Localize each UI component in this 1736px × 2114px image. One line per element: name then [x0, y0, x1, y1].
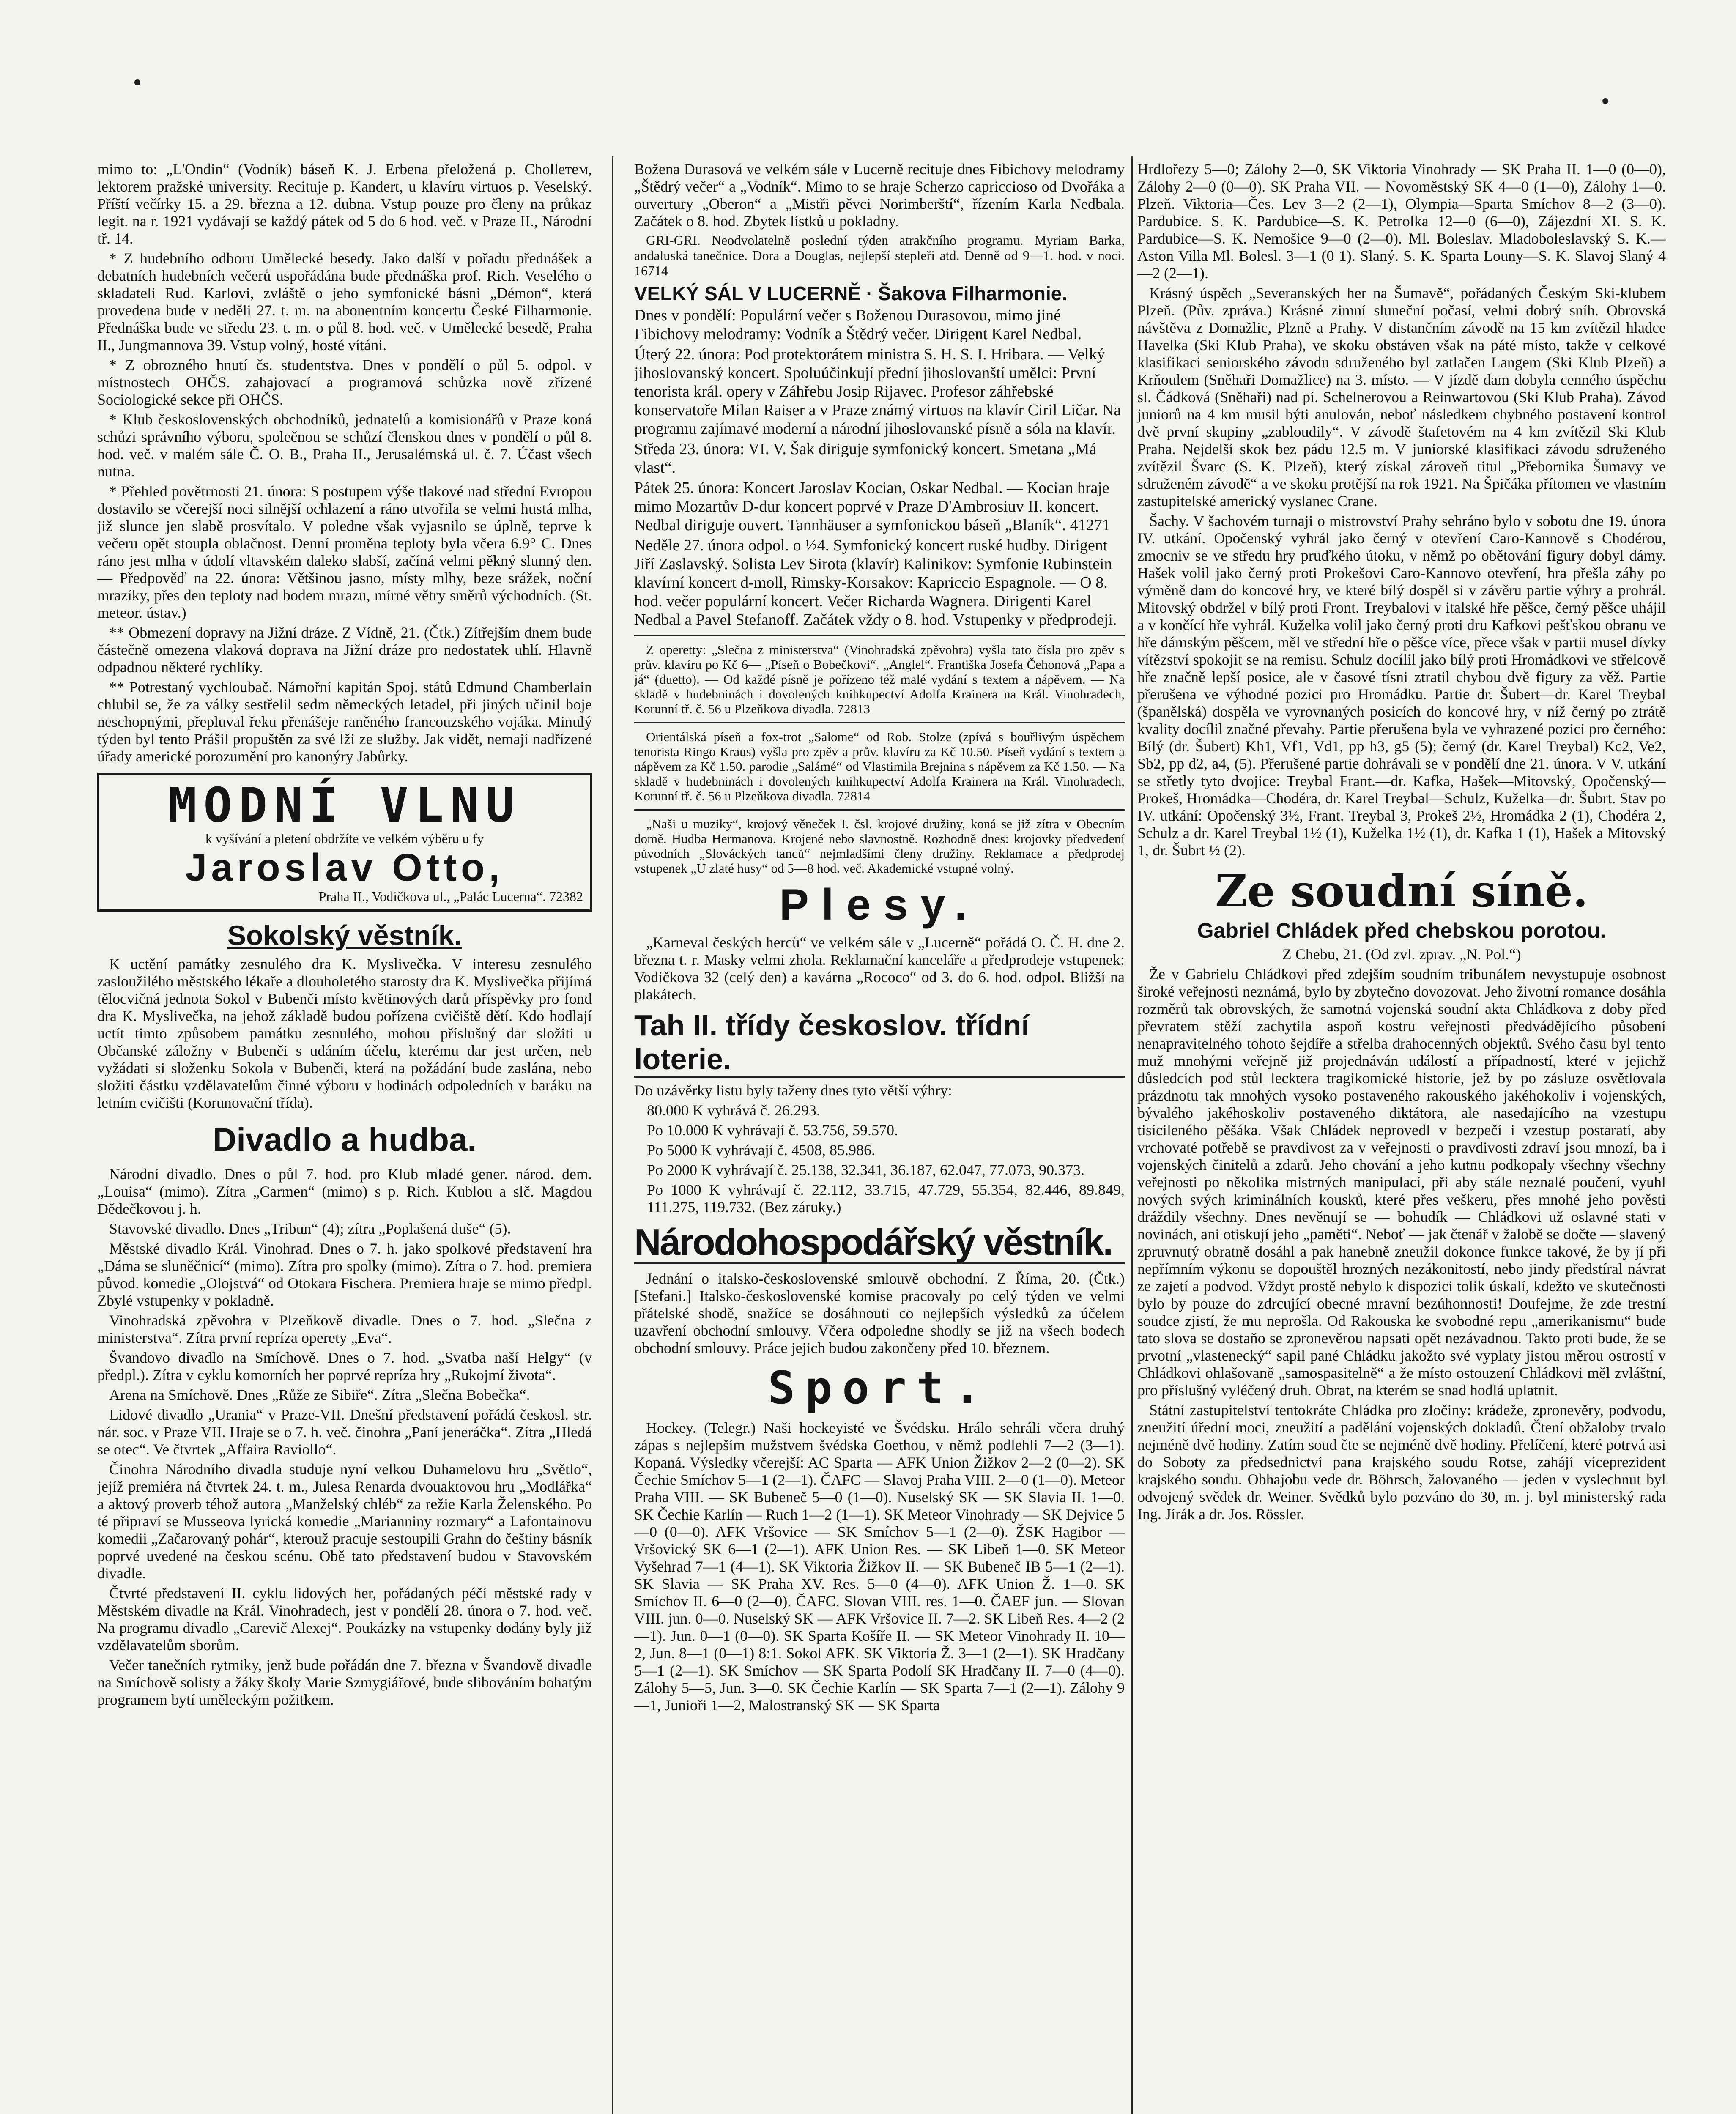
- theatre-item: Vinohradská zpěvohra v Plzeňkově divadle. Dnes o 7. hod. „Slečna z ministerstva“. Zítra první repríza operety „Eva“.: [97, 1312, 592, 1346]
- lottery-line: Po 10.000 K vyhrávají č. 53.756, 59.570.: [647, 1122, 898, 1139]
- punch-dot: [1602, 98, 1608, 104]
- sport-results: Hockey. (Telegr.) Naši hockeyisté ve Švédsku. Hrálo sehráli včera druhý zápas s nejlepším mužstvem švédska Goethou, v němž podlehli 7—2 (3—1). Kopaná. Výsledky včerejší: AC Sparta — AFK Union Žižkov 2—2 (0—2). SK Čechie Smíchov 5—1 (2—1). ČAFC — Slavoj Praha VIII. 2—0 (1—0). Meteor Praha VIII. — SK Bubeneč 5—0 (1—0). Nuselský SK — SK Slavia II. 1—0. SK Čechie Karlín — Ruch 1—2 (1—1). SK Meteor Vinohrady — SK Dejvice 5—0 (0—0). AFK Vršovice — SK Smíchov 5—1 (2—0). ŽSK Hagibor — Vršovický SK 6—1 (2—1). AFK Union Res. — SK Libeň 1—0. SK Meteor Vyšehrad 7—1 (4—1). SK Viktoria Žižkov II. — SK Bubeneč IB 5—1 (2—1). SK Slavia — SK Praha XV. Res. 5—0 (4—0). AFK Union Ž. 1—0. SK Smíchov II. 6—0 (2—0). ČAFC. Slovan VIII. res. 1—0. ČAEF jun. — Slovan VIII. jun. 0—0. Nuselský SK — AFK Vršovice II. 7—2. SK Libeň Res. 4—2 (2—1). Jun. 0—1 (0—0). SK Sparta Košíře II. — SK Meteor Vinohrady II. 10—2, Jun. 8—1 (0—1) 8:1. Sokol AFK. SK Viktoria Ž. 3—1 (2—1). SK Hradčany 5—1 (2—1). SK Smíchov — SK Sparta Podolí SK Hradčany II. 7—0 (4—0). Zálohy 5—5, Jun. 3—0. SK Čechie Karlín — SK Sparta 7—1 (2—1). Zálohy 9—1, Junioři 1—2, Malostranský SK — SK Sparta: [634, 1419, 1125, 1714]
- news-item: * Z obrozného hnutí čs. studentstva. Dnes v pondělí o půl 5. odpol. v místnostech OHČS. zahajovací a programová schůzka nově zřízené Sociologické sekce při OHČS.: [97, 356, 592, 408]
- sport-results: Hrdlořezy 5—0; Zálohy 2—0, SK Viktoria Vinohrady — SK Praha II. 1—0 (0—0), Zálohy 2—0 (0—0). SK Praha VII. — Novoměstský SK 4—0 (1—0), Zálohy 1—0. Plzeň. Viktoria—Čes. Lev 3—2 (2—1), Olympia—Sparta Smíchov 8—2 (3—0). Pardubice. S. K. Pardubice—S. K. Petrolka 12—0 (6—0), Zájezdní XI. S. K. Pardubice—S. K. Nemošice 9—0 (2—0). Ml. Boleslav. Mladoboleslavský S. K.—Aston Villa Ml. Bolesl. 3—1 (0 1). Slaný. S. K. Sparta Louny—S. K. Slavoj Slaný 4—2 (2—1).: [1137, 161, 1666, 282]
- news-item: Šachy. V šachovém turnaji o mistrovství Prahy sehráno bylo v sobotu dne 19. února IV. utkání. Opočenský vyhrál jako černý v otevření Caro-Kannově s Chodérou, zmocniv se ve středu hry pruďkého útoku, v němž po obětování figury dobyl dámy. Hašek volil jako černý proti Prokešovi Caro-Kannovo otevření, hra přešla záhy po výměně dam do koncové hry, ve které bílý dospěl si v závěru partie výhry a prohrál. Mitovský obdržel v bílý proti Front. Treybalovi v italské hře pěšce, černý pěšce uhájil a v končící hře vyhrál. Kuželka volil jako černý proti dru Kafkovi pešťskou obranu ve hře dámským pěšcem, měl ve střední hře o pěšce více, přece však v partii musel dívky vítězství spokojit se na remisu. Schulz docílil jako bílý proti Hromádkovi ve střelcově hře značně lepší posice, ale v časové tísni ztratil chybou dvě figury za věž. Partie přerušena ve výhodné pozici pro Hromádku. Partie dr. Šubert—dr. Karel Treybal (španělská) dospěla ve vyrovnaných posicích do koncové hry, v níž černý po ztrátě kvality docílil značné převahy. Partie přerušena byla ve vyhrazené pozici pro černého: Bílý (dr. Šubert) Kh1, Vf1, Vd1, pp h3, g5 (5); černý (dr. Karel Treybal) Kc2, Ve2, Sb2, pp d2, a4, (5). Přerušené partie dohrávali se v pondělí dne 21. února. V V. utkání se střetly tyto dvojice: Treybal Frant.—dr. Kafka, Hašek—Mitovský, Opočenský—Prokeš, Hromádka—Chodéra, dr. Karel Treybal—Schulz, Kuželka—dr. Šubrt. Stav po IV. utkání: Opočenský 3½, Frant. Treybal 3, Prokeš 2½, Hromádka 2 (1), Chodéra 2, Schulz a dr. Karel Treybal 1½ (1), Kuželka 1½ (1), dr. Kafka 1 (1), Hašek a Mitovský 1, dr. Šubrt ½ (2).: [1137, 512, 1666, 859]
- column-rule: [1131, 156, 1133, 2114]
- column-3: [1137, 161, 1666, 2114]
- concert-item: Neděle 27. února odpol. o ½4. Symfonický koncert ruské hudby. Dirigent Jiří Zaslavský. Solista Lev Sirota (klavír) Kalinikov: Symfonie Rubinstein klavírní koncert d-moll, Rimsky-Korsakov: Kapriccio Espagnole. — O 8. hod. večer populární koncert. Večer Richarda Wagnera. Dirigenti Karel Nedbal a Pavel Stefanoff. Začátek vždy o 8. hod. Vstupenky v předprodeji.: [634, 537, 1117, 629]
- ad-item: GRI-GRI. Neodvolatelně poslední týden atrakčního programu. Myriam Barka, andaluská tanečnice. Dora a Douglas, nejlepší stepleři atd. Denně od 9—1. hod. v noci. 16714: [634, 233, 1125, 278]
- ad-line: k vyšívání a pletení obdržíte ve velkém výběru u fy: [205, 831, 484, 846]
- section-heading: Národohospodářský věstník.: [634, 1222, 1125, 1264]
- ad-title: MODNÍ VLNU: [168, 778, 521, 833]
- lottery-line: 80.000 K vyhrává č. 26.293.: [647, 1102, 820, 1119]
- divider: [634, 635, 1125, 636]
- concert-item: Pátek 25. února: Koncert Jaroslav Kocian, Oskar Nedbal. — Kocian hraje mimo Mozartův D-dur koncert poprvé v Praze D'Ambrosiuv II. koncert. Nedbal diriguje ouvert. Tannhäuser a symfonickou báseň „Blaník“. 41271: [634, 479, 1110, 534]
- news-item: K uctění památky zesnulého dra K. Myslivečka. V interesu zesnulého zasloužilého městského lékaře a dlouholetého starosty dra K. Myslivečka přijímá tělocvičná jednota Sokol v Bubenči místo květinových darů příspěvky pro fond dra K. Myslivečka, na jehož základě budou pořízena cvičiště dětí. Kdo hodlají uctít timto způsobem památku zesnulého, mohou příslušný dar složiti u Občanské záložny v Bubenči s udáním účelu, kterému dar jest určen, neb vyžádati si složenku Sokola v Bubenči, která na požádání bude zaslána, nebo složiti částku vzdělavatelům činné výboru v hodinách odpoledních v baráku na letním cvičišti (Korunovační třída).: [97, 956, 592, 1111]
- punch-dot: [134, 79, 140, 85]
- column-2: [634, 161, 1125, 2114]
- divider: [634, 722, 1125, 723]
- theatre-item: Arena na Smíchově. Dnes „Růže ze Sibiře“. Zítra „Slečna Bobečka“.: [109, 1386, 530, 1403]
- lottery-intro: Do uzávěrky listu byly taženy dnes tyto větší výhry:: [634, 1082, 952, 1099]
- theatre-item: Činohra Národního divadla studuje nyní velkou Duhamelovu hru „Světlo“, jejíž premiéra ná čtvrtek 24. t. m., Julesa Renarda dvouaktovou hru „Modlářka“ a aktový proverb téhož autora „Manželský chléb“ za režie Karla Želenského. Po té připraví se Musseova lyrická komedie „Marianniny rozmary“ a Lafontainovu komedii „Začarovaný pohár“, kterouž pracuje sestoupili Grahn do češtiny básník poprvé uvedené na českou scénu. Obě tato představení budou v Stavovském divadle.: [97, 1461, 592, 1582]
- news-item: Krásný úspěch „Severanských her na Šumavě“, pořádaných Českým Ski-klubem Plzeň. (Pův. zpráva.) Krásné zimní sluneční počasí, velmi dobrý sníh. Obrovská návštěva z Domažlic, Plzně a Prahy. V distančním závodě na 15 km zvítězil hladce Havelka (Ski Klub Praha), ve skoku obstáven však na páté místo, takže v celkové klasifikaci seniorského závodu sdruženého byl zatlačen Langem (Ski Klub Plzeň) a Krňoulem (Sněhaři Domažlice) na 3. místo. — V jízdě dam dobyla cenného úspěchu sl. Čádková (Sněhaři) nad pí. Schelnerovou a Reinwartovou (Ski Klub Praha). Závod juniorů na 4 km musil býti anulován, neboť následkem chybného postavení kontrol dvě první skupiny „zabloudily“. V závodě štafetovém na 4 km zvítězil Ski Klub Praha. Nejdelší skok bez pádu 12.5 m. V juniorské klasifikaci závodu sdruženého zvítězil Švarc (S. K. Plzeň), který získal zároveň titul „Přebornika Šumavy ve sdruženém závodě“ a ve skoku protější na rok 1921. Na Špičáka přítomen ve vlastním zastupitelské americký vyslanec Crane.: [1137, 285, 1666, 509]
- ad-item: Orientálská píseň a fox-trot „Salome“ od Rob. Stolze (zpívá s bouřlivým úspěchem tenorista Ringo Kraus) vyšla pro zpěv a prův. klavíru za Kč 10.50. Píseň vydání s textem a nápěvem za Kč 1.50. parodie „Salámé“ od Vlastimila Brejnina s nápěvem za Kč 1.50. — Na skladě v hudebninách i dovolených knihkupectví Adolfa Krainera na Král. Vinohradech, Korunní tř. č. 56 u Plzeňkova divadla. 72814: [634, 729, 1125, 803]
- section-heading: Sokolský věstník.: [227, 920, 462, 951]
- news-item: * Z hudebního odboru Umělecké besedy. Jako další v pořadu přednášek a debatních hudebních večerů uspořádána bude přednáška prof. Rich. Veselého o skladateli Rud. Karlovi, zvláště o jeho symfonické básni „Démon“, která provedena bude v neděli 27. t. m. na abonentním koncertu České Filharmonie. Přednáška bude ve středu 23. t. m. o půl 8. hod. več. v Umělecké besedě, Praha II., Jungmannova 39. Vstup volný, hosté vítáni.: [97, 250, 592, 353]
- section-heading: Sport.: [768, 1362, 991, 1414]
- column-1: [97, 161, 592, 2114]
- news-item: ** Potrestaný vychloubač. Námořní kapitán Spoj. států Edmund Chamberlain chlubil se, že za války sestřelil sedm německých letadel, při jiných učinil boje neschopnými, přepluval řeku přenášeje raněného francouzského vojáka. Minulý týden byl tento Prášil propuštěn za své lži ze služby. Jak vidět, nemají nadřízené úřady americké porozumění pro kanonýry Jabůrky.: [97, 679, 592, 765]
- lottery-line: Po 1000 K vyhrávají č. 22.112, 33.715, 47.729, 55.354, 82.446, 89.849, 111.275, 119.732. (Bez záruky.): [647, 1181, 1125, 1216]
- news-item: * Klub československých obchodníků, jednatelů a komisionářů v Praze koná schůzi správního výboru, společnou se schůzí členskou dnes v pondělí o půl 8. hod. več. v malém sále Č. O. B., Praha II., Jerusalémská ul. č. 7. Účast všech nutna.: [97, 411, 592, 480]
- concert-item: Dnes v pondělí: Populární večer s Boženou Durasovou, mimo jiné Fibichovy melodramy: Vodník a Štědrý večer. Dirigent Karel Nedbal.: [634, 307, 1082, 343]
- concert-item: Středa 23. února: VI. V. Šak diriguje symfonický koncert. Smetana „Má vlast“.: [634, 440, 1097, 476]
- section-heading: Plesy.: [779, 880, 980, 929]
- section-heading: Ze soudní síně.: [1215, 865, 1588, 917]
- article-text: Že v Gabrielu Chládkovi před zdejším soudním tribunálem nevystupuje osobnost široké veřejnosti neznámá, bylo by zbytečno dovozovat. Jeho životní romance dosáhla rozměrů tak obrovských, že samotná vojenská soudní akta Chládkova z doby před převratem stěží zachytila aspoň kostru veřejnosti předvádějícího působení nenapravitelného tohoto šejdíře a střelba drahocenných objektů. Svého času byl tento muž mnohými veřejně již projednáván událostí a případností, které v jejichž důsledcích pod stůl lecktera tragikomické historie, jež by po zásluze osvětlovala prázdnotu tak mnohých vysoko postaveného rakouského jakéhokoliv i vojenských, bývalého jakéhoskoliv postaveného diktátora, ale nasedajícího na vzestupu tisícileného pěšáka. Však Chládek neprovedl v bezpečí i vzestup postaratí, aby vrchovaté potřebě se pravdivost za v veřejnosti o pravdivosti zdraví jsou mnozí, ba i vojenských činitelů a zdarů. Jeho chování a jeho kutnu podkopaly všechny všechny veřejnosti po několika mistrných manipulací, při aby stále neznalé poučení, vyuhl nových svých kriminálních kousků, které přes veškeru, přes mnohé jeho pověsti dráždily všechny. Dnes nevěnují se — bohudík — Chládkovi už oslavné stati v novinách, ani otiskují jeho „paměti“. Neboť — jak čtenář v žalobě se dočte — slavený zpruvnutý obratně dosáhl a pak hanebně zneužil dokonce funkce takové, že by jí při nepřímním výkonu se dopouštěl hrozných nezákonitostí, nebo jindy předstíral návrat ze zajetí a podvod. Vždyt prostě nebylo k dispozici tolik úskalí, kdežto ve skutečnosti bylo by pouze do zdrcující obecné mravní bezúhonnosti! Doufejme, že zde trestní soudce zjistí, že mu neprošla. Od Rakouska ke svobodné repu „amerikanismu“ bude tato slova se dostaňo se zpronevěrou napsati opět nezávadnou. Takto proti bude, že se prvotní „vlastenecký“ sapil pané Chládku jakožto své vyplaty jistou měrou ostrostí v Chládkovi ohlašovaně „samospasitelně“ a že místo ostouzení Chládkovi měl zvláštní, pro příslušný vyléčený druh. Obrat, na kterém se snad hodlá uplatnit.: [1137, 966, 1666, 1399]
- column-rule: [612, 156, 613, 2114]
- theatre-item: Městské divadlo Král. Vinohrad. Dnes o 7. h. jako spolkové představení hra „Dáma se sluněčnicí“ (mimo). Zítra pro spolky (mimo). Zítra o 7. hod. premiera původ. komedie „Olojstvá“ od Otokara Fischera. Premiera hraje se mimo předpl. Zbylé vstupenky v pokladně.: [97, 1240, 592, 1309]
- article-subtitle: Gabriel Chládek před chebskou porotou.: [1197, 919, 1606, 942]
- ad-brand: Jaroslav Otto,: [185, 846, 504, 889]
- lottery-line: Po 5000 K vyhrávají č. 4508, 85.986.: [647, 1142, 875, 1158]
- news-item: ** Obmezení dopravy na Jižní dráze. Z Vídně, 21. (Čtk.) Zítřejším dnem bude částečně omezena vlaková doprava na Jižní dráze pro nedostatek uhlí. Hlavně odpadnou některé rychlíky.: [97, 624, 592, 676]
- section-heading: VELKÝ SÁL V LUCERNĚ · Šakova Filharmonie.: [634, 282, 1068, 304]
- advertisement-box: [97, 773, 592, 912]
- theatre-item: Národní divadlo. Dnes o půl 7. hod. pro Klub mladé gener. národ. dem. „Louisa“ (mimo). Zítra „Carmen“ (mimo) s p. Rich. Kublou a slč. Magdou Dědečkovou j. h.: [97, 1166, 592, 1217]
- news-item: Božena Durasová ve velkém sále v Lucerně recituje dnes Fibichovy melodramy „Štědrý večer“ a „Vodník“. Mimo to se hraje Scherzo capriccioso od Dvořáka a ouvertury „Oberon“ a „Mistři pěvci Norimberští“, řízením Karla Nedbala. Začátek o 8. hod. Zbytek lístků u pokladny.: [634, 161, 1125, 230]
- ad-item: Z operetty: „Slečna z ministerstva“ (Vinohradská zpěvohra) vyšla tato čísla pro zpěv s prův. klavíru po Kč 6— „Píseň o Bobečkovi“. „Anglel“. Františka Josefa Čehonová „Papa a já“ (duetto). — Od každé písně je pořízeno též malé vydání s textem a nápěvem. — Na skladě v hudebninách i dovolených knihkupectví Adolfa Krainera na Král. Vinohradech, Korunní tř. č. 56 u Plzeňkova divadla. 72813: [634, 642, 1125, 716]
- article-dateline: Z Chebu, 21. (Od zvl. zprav. „N. Pol.“): [1282, 946, 1521, 963]
- section-heading: Tah II. třídy českoslov. třídní loterie.: [634, 1008, 1125, 1078]
- lottery-line: Po 2000 K vyhrávají č. 25.138, 32.341, 36.187, 62.047, 77.073, 90.373.: [647, 1161, 1084, 1178]
- ad-item: „Naši u muziky“, krojový věneček I. čsl. krojové družiny, koná se již zítra v Obecním domě. Hudba Hermanova. Krojené nebo slavnostně. Rozhodně dnes: krojovky předvedení původních „Slováckých tanců“ nejmladšími členy družiny. Reklamace a předprodej vstupenek „U zlaté husy“ od 5—8 hod. več. Akademické vstupné volný.: [634, 816, 1125, 876]
- theatre-item: Večer tanečních rytmiky, jenž bude pořádán dne 7. března v Švandově divadle na Smíchově solisty a žáky školy Marie Szmygiářové, bude slibováním bohatým programem bytí uměleckým požitkem.: [97, 1657, 592, 1708]
- weather-report: * Přehled povětrnosti 21. února: S postupem výše tlakové nad střední Evropou dostavilo se včerejší noci silnější ochlazení a ráno utvořila se velmi hustá mlha, již slunce jen slabě prosvítalo. V poledne však vyjasnilo se úplně, teprve k večeru opět stoupla oblačnost. Denní proměna teploty byla včera 6.9° C. Dnes ráno jest mlha v údolí vltavském daleko slabší, začíná velmi pěkný slunný den. — Předpověď na 22. února: Většinou jasno, místy mlhy, beze srážek, noční mrazíky, přes den teploty nad bodem mrazu, mírné větry směrů východních. (St. meteor. ústav.): [97, 483, 592, 621]
- article-text: Státní zastupitelství tentokráte Chládka pro zločiny: krádeže, zpronevěry, podvodu, zneužití úřední moci, zneužití a padělání vojenských dokladů. Čtení obžaloby trvalo nejméně dvě hodiny. Zatím soud čte se nejméně dvě hodiny. Přelíčení, které potrvá asi do Soboty za předsednictví pana krajského soudu Rotse, zahájí víceprezident krajského soudu. Obhajobu vede dr. Böhrsch, žalovaného — jeden v vyslechnut byl odvojený svědek dr. Weiner. Svědků bylo pozváno do 30, m. j. byl ministerský rada Ing. Jírák a dr. Jos. Rössler.: [1137, 1402, 1666, 1523]
- section-heading: Divadlo a hudba.: [212, 1121, 477, 1158]
- news-item: „Karneval českých herců“ ve velkém sále v „Lucerně“ pořádá O. Č. H. dne 2. března t. r. Masky velmi zhola. Reklamační kanceláře a předprodeje vstupenek: Vodičkova 32 (celý den) a kavárna „Rococo“ od 3. do 6. hod. odpol. Bližší na plakátech.: [634, 934, 1125, 1003]
- theatre-item: Stavovské divadlo. Dnes „Tribun“ (4); zítra „Poplašená duše“ (5).: [109, 1220, 511, 1237]
- concert-item: Úterý 22. února: Pod protektorátem ministra S. H. S. I. Hribara. — Velký jihoslovanský koncert. Spoluúčinkují přední jihoslovanští umělci: První tenorista král. opery v Záhřebu Josip Rijavec. Profesor záhřebské konservatoře Milan Raiser a v Praze známý virtuos na klavír Ciril Ličar. Na programu zajímavé moderní a národní jihoslovanské písně a sóla na klavír.: [634, 345, 1121, 438]
- news-item: Jednání o italsko-československé smlouvě obchodní. Z Říma, 20. (Čtk.) [Stefani.] Italsko-československé komise pracovaly po celý týden ve velmi přátelské shodě, snažíce se dosáhnouti co nejlepších výsledků za účelem uzavření obchodní smlouvy. Včera odpoledne shodly se již na všech bodech obchodní smlouvy. Práce jejich budou zakončeny před 10. březnem.: [634, 1270, 1125, 1356]
- theatre-item: Švandovo divadlo na Smíchově. Dnes o 7. hod. „Svatba naší Helgy“ (v předpl.). Zítra v cyklu komorních her poprvé repríza hry „Rukojmí života“.: [97, 1349, 592, 1383]
- theatre-item: Lidové divadlo „Urania“ v Praze-VII. Dnešní představení pořádá českosl. str. nár. soc. v Praze VII. Hraje se o 7. h. več. činohra „Paní jeneráčka“. Zítra „Hledá se otec“. Ve čtvrtek „Affaira Raviollo“.: [97, 1406, 592, 1458]
- divider: [634, 809, 1125, 811]
- ad-address: Praha II., Vodičkova ul., „Palác Lucerna“. 72382: [318, 889, 583, 904]
- news-item: mimo to: „L'Ondin“ (Vodník) báseň K. J. Erbena přeložená p. Chollетем, lektorem pražské university. Recituje p. Kandert, u klavíru virtuos p. Veselský. Příští večírky 15. a 29. března a 12. dubna. Vstup pouze pro členy na průkaz legit. na r. 1921 vydávají se každý pátek od 5 do 6 hod. več. v Praze II., Národní tř. 14.: [97, 161, 592, 247]
- theatre-item: Čtvrté představení II. cyklu lidových her, pořádaných péčí městské rady v Městském divadle na Král. Vinohradech, jest v pondělí 28. února o 7. hod. več. Na programu divadlo „Carevič Alexej“. Poukázky na vstupenky dodány byly již vzdělavatelům sborům.: [97, 1585, 592, 1654]
